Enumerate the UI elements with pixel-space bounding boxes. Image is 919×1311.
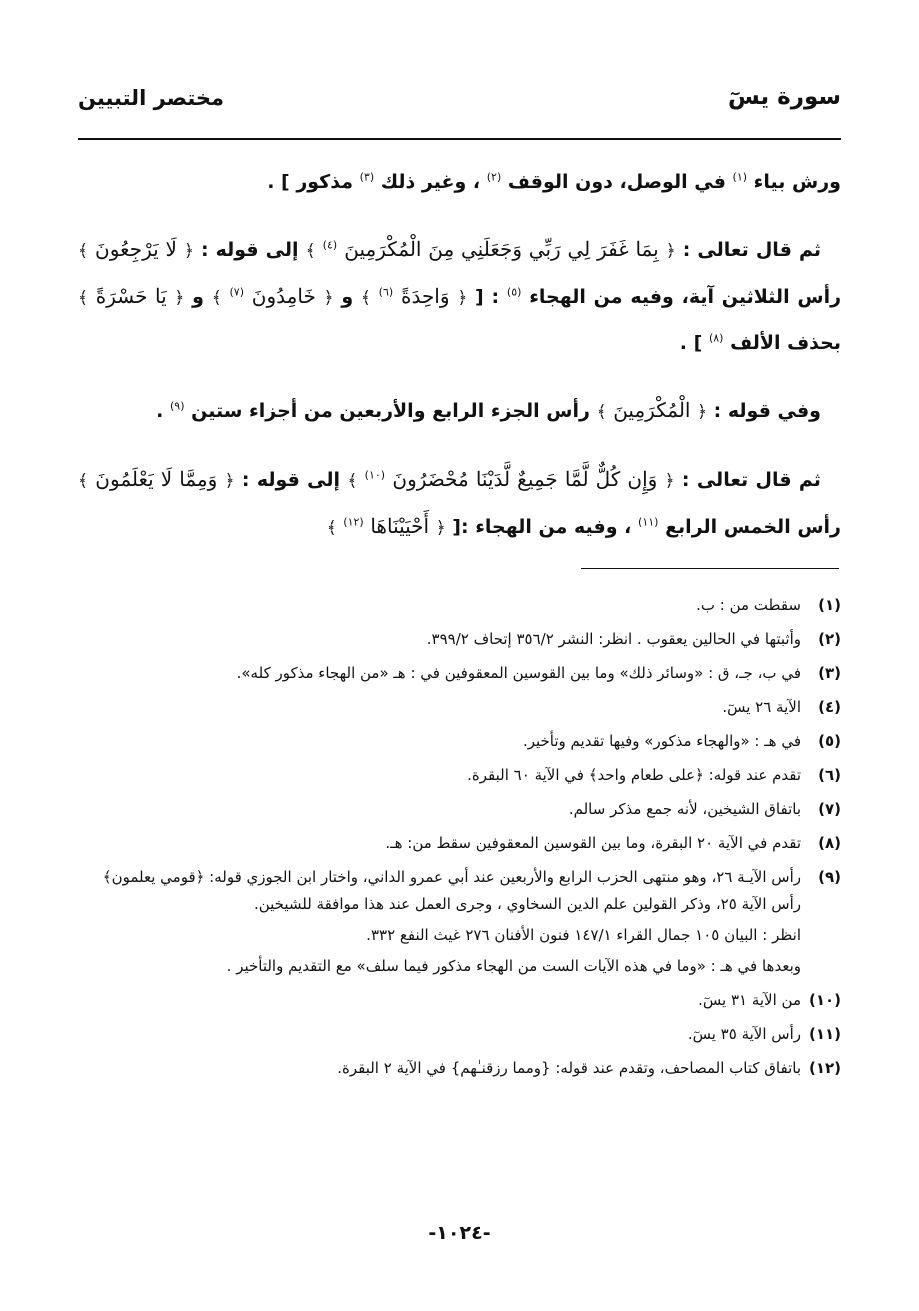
text-span: إلى قوله : [193, 239, 299, 261]
footnote-text: تقدم عند قوله: ﴿على طعام واحد﴾ في الآية ٦٠ البقرة. [467, 766, 801, 784]
footnote-text: وأثبتها في الحالين يعقوب . انظر: النشر ٣٥٦/٢ إتحاف ٣٩٩/٢. [426, 630, 801, 648]
main-text [78, 160, 841, 551]
footnote-text: سقطت من : ب. [696, 596, 801, 614]
text-span: ثم قال تعالى : [674, 469, 821, 491]
quran-bracket-close: ﴾ [305, 241, 316, 261]
quran-bracket-close: ﴾ [596, 402, 607, 422]
quran-verse: لَا يَرْجِعُونَ [95, 237, 177, 261]
quran-verse: بِمَا غَفَرَ لِي رَبِّي وَجَعَلَنِي مِنَ الْمُكْرَمِينَ [344, 237, 659, 261]
quran-bracket-close: ﴾ [360, 288, 371, 308]
quran-word: أَحْيَيْنَاهَا [370, 514, 430, 538]
paragraph-3 [78, 388, 841, 435]
footnote-item [78, 864, 841, 980]
footnote-subline: وبعدها في هـ : «وما في هذه الآيات الست من الهجاء مذكور فيما سلف» مع التقديم والتأخير . [226, 957, 801, 975]
footnote-item [78, 796, 841, 823]
footnote-text: من الآية ٣١ يسٓ. [698, 991, 801, 1009]
footnote-ref: (١) [732, 170, 748, 184]
footnote-ref: (١١) [638, 515, 659, 529]
quran-word: يَا حَسْرَةً [95, 284, 167, 308]
surah-title: سورة يسٓ [727, 84, 841, 110]
text-span: و [184, 286, 204, 308]
text-span: ] . [679, 332, 703, 354]
footnote-item [78, 762, 841, 789]
text-span: ثم قال تعالى : [675, 239, 821, 261]
footnote-item [78, 987, 841, 1014]
footnote-number: (٧) [818, 800, 841, 818]
book-title: مختصر التبيين [78, 86, 225, 110]
quran-bracket-open: ﴿ [174, 288, 185, 308]
footnote-text: باتفاق الشيخين، لأنه جمع مذكر سالم. [568, 800, 801, 818]
footnote-ref: (٥) [506, 285, 522, 299]
text-span: مذكور ] . [267, 171, 353, 193]
quran-bracket-close: ﴾ [78, 288, 88, 308]
paragraph-gap [78, 205, 841, 227]
footnote-number: (١) [818, 596, 841, 614]
quran-bracket-open: ﴿ [664, 471, 675, 491]
text-span: رأس الجزء الرابع والأربعين من أجزاء ستين [191, 400, 590, 422]
footnote-text: باتفاق كتاب المصاحف، وتقدم عند قوله: {ومما رزقنـٰهم} في الآية ٢ البقرة. [337, 1059, 801, 1077]
footnote-number: (١٠) [808, 991, 841, 1009]
quran-verse: وَمِمَّا لَا يَعْلَمُونَ [95, 467, 218, 491]
footnote-ref: (٨) [708, 331, 724, 345]
paragraph-4 [78, 457, 841, 551]
quran-bracket-close: ﴾ [326, 518, 337, 538]
text-span: . [156, 400, 164, 422]
quran-bracket-open: ﴿ [323, 288, 334, 308]
page-number: -١٠٢٤- [428, 1222, 491, 1244]
quran-bracket-open: ﴿ [183, 241, 194, 261]
running-header [78, 84, 841, 124]
paragraph-gap [78, 435, 841, 457]
text-span: ورش بياء [753, 171, 841, 193]
footnote-number: (١١) [808, 1025, 841, 1043]
footnote-subline: انظر : البيان ١٠٥ جمال القراء ١٤٧/١ فنون الأفنان ٢٧٦ غيث النفع ٣٣٢. [366, 926, 801, 944]
footnote-number: (٥) [818, 732, 841, 750]
footnote-text: رأس الآية ٣٥ يسٓ. [687, 1025, 801, 1043]
footnote-number: (٨) [818, 834, 841, 852]
paragraph-gap [78, 366, 841, 388]
footnote-number: (٣) [818, 664, 841, 682]
text-span: بحذف الألف [730, 332, 841, 354]
footnote-item [78, 728, 841, 755]
quran-bracket-open: ﴿ [697, 402, 708, 422]
quran-bracket-open: ﴿ [457, 288, 468, 308]
text-span: وفي قوله : [707, 400, 821, 422]
quran-bracket-close: ﴾ [211, 288, 222, 308]
footnotes [78, 592, 841, 1089]
footnote-item [78, 830, 841, 857]
footnote-ref: (٧) [229, 285, 245, 299]
footnote-ref: (٤) [322, 238, 338, 252]
footnote-number: (٦) [818, 766, 841, 784]
text-span: ، وفيه من الهجاء :[ [445, 516, 632, 538]
footnote-number: (٩) [818, 868, 841, 886]
text-span: و [333, 286, 354, 308]
footnote-text: تقدم في الآية ٢٠ البقرة، وما بين القوسين المعقوفين سقط من: هـ. [385, 834, 801, 852]
footnote-text: في هـ : «والهجاء مذكور» وفيها تقديم وتأخير. [522, 732, 801, 750]
quran-word: وَاحِدَةً [400, 284, 450, 308]
text-span: رأس الخمس الرابع [665, 516, 841, 538]
footnote-item [78, 592, 841, 619]
quran-bracket-close: ﴾ [78, 471, 88, 491]
quran-verse: وَإِن كُلٌّ لَّمَّا جَمِيعٌ لَّدَيْنَا مُحْضَرُونَ [392, 467, 658, 491]
quran-word: الْمُكْرَمِينَ [613, 398, 691, 422]
footnote-item [78, 626, 841, 653]
footnote-text: رأس الآيـة ٢٦، وهو منتهى الحزب الرابع والأربعين عند أبي عمرو الداني، واختار ابن الجوزي قوله: ﴿قومي يعلمون﴾ رأس الآية ٢٥، وذكر القولين علم الدين السخاوي ، وجرى العمل عند هذا موافقة للشيخين. [102, 868, 801, 913]
paragraph-2 [78, 227, 841, 366]
footnote-number: (٢) [818, 630, 841, 648]
text-span: في الوصل، دون الوقف [507, 171, 726, 193]
footnote-ref: (٢) [486, 170, 502, 184]
text-span: : [ [467, 286, 500, 308]
footnote-number: (٤) [818, 698, 841, 716]
footnote-text: الآية ٢٦ يسٓ. [722, 698, 801, 716]
quran-bracket-close: ﴾ [347, 471, 358, 491]
footnote-ref: (١٠) [364, 468, 386, 482]
footnote-ref: (٣) [359, 170, 375, 184]
quran-bracket-open: ﴿ [224, 471, 235, 491]
footnote-ref: (٩) [169, 399, 185, 413]
footnote-item [78, 694, 841, 721]
footnote-item [78, 1055, 841, 1082]
footnote-ref: (٦) [378, 285, 394, 299]
text-span: ، وغير ذلك [380, 171, 481, 193]
header-divider [78, 138, 841, 140]
quran-bracket-open: ﴿ [435, 518, 446, 538]
quran-word: خَامِدُونَ [251, 284, 316, 308]
paragraph-1 [78, 160, 841, 205]
footnote-divider [581, 568, 839, 569]
quran-bracket-open: ﴿ [665, 241, 676, 261]
text-span: إلى قوله : [234, 469, 341, 491]
footnote-text: في ب، جـ، ق : «وسائر ذلك» وما بين القوسين المعقوفين في : هـ «من الهجاء مذكور كله». [236, 664, 801, 682]
text-span: رأس الثلاثين آية، وفيه من الهجاء [529, 286, 842, 308]
footnote-number: (١٢) [808, 1059, 841, 1077]
footnote-item [78, 1021, 841, 1048]
footnote-item [78, 660, 841, 687]
footnote-ref: (١٢) [343, 515, 364, 529]
quran-bracket-close: ﴾ [78, 241, 88, 261]
